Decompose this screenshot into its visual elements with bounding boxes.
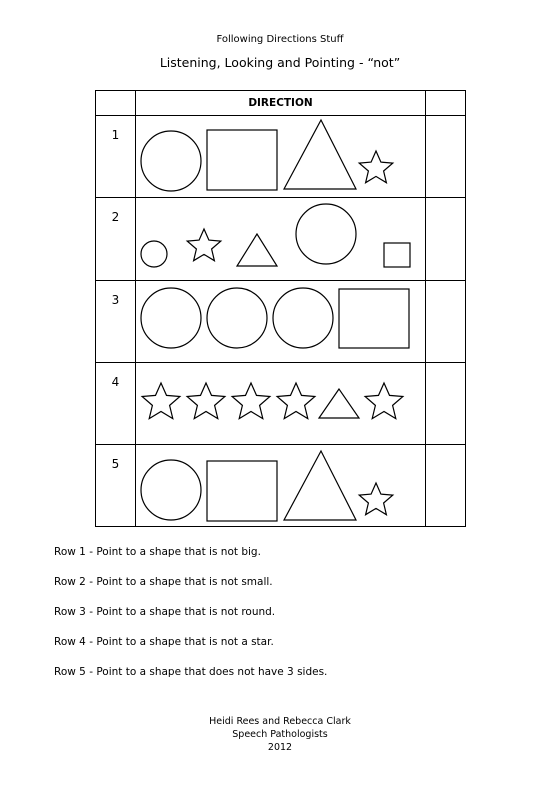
star[interactable] — [187, 383, 225, 419]
table-row — [96, 444, 466, 526]
small-circle[interactable] — [141, 241, 167, 267]
worksheet-title: Listening, Looking and Pointing - “not” — [159, 55, 401, 70]
row-number: 4 — [96, 362, 136, 444]
big-circle[interactable] — [296, 204, 356, 264]
small-square[interactable] — [384, 243, 410, 267]
small-star[interactable] — [187, 229, 221, 261]
shapes-cell — [136, 362, 426, 444]
row-5-shapes — [136, 445, 426, 527]
shapes-table — [95, 90, 466, 527]
star[interactable] — [142, 383, 180, 419]
table-row — [96, 116, 466, 198]
big-circle[interactable] — [141, 131, 201, 191]
table-row — [96, 198, 466, 280]
footer-role: Speech Pathologists — [232, 729, 328, 740]
shapes-cell — [136, 116, 426, 198]
row-2-shapes — [136, 198, 426, 280]
instruction-row-5: Row 5 - Point to a shape that does not have 3 sides. — [54, 666, 328, 678]
row-1-shapes — [136, 116, 426, 198]
big-circle[interactable] — [141, 460, 201, 520]
number-column-header — [96, 91, 136, 116]
row-4-shapes — [136, 363, 426, 445]
star[interactable] — [365, 383, 403, 419]
row-number: 5 — [96, 444, 136, 526]
worksheet-subtitle: Following Directions Stuff — [216, 34, 344, 45]
instruction-row-3: Row 3 - Point to a shape that is not round. — [54, 606, 276, 618]
shapes-cell — [136, 198, 426, 280]
instruction-row-2: Row 2 - Point to a shape that is not small. — [54, 576, 273, 588]
instruction-row-4: Row 4 - Point to a shape that is not a star. — [54, 636, 274, 648]
footer-credits — [0, 715, 560, 754]
star[interactable] — [232, 383, 270, 419]
big-square[interactable] — [207, 130, 277, 190]
table-row — [96, 280, 466, 362]
shapes-cell — [136, 444, 426, 526]
answer-cell[interactable] — [426, 198, 466, 280]
row-number: 3 — [96, 280, 136, 362]
answer-cell[interactable] — [426, 362, 466, 444]
table-header-row — [96, 91, 466, 116]
big-circle[interactable] — [207, 288, 267, 348]
big-square[interactable] — [207, 461, 277, 521]
row-number: 1 — [96, 116, 136, 198]
big-circle[interactable] — [141, 288, 201, 348]
answer-cell[interactable] — [426, 280, 466, 362]
answer-cell[interactable] — [426, 116, 466, 198]
big-circle[interactable] — [273, 288, 333, 348]
big-square[interactable] — [339, 289, 409, 348]
small-triangle[interactable] — [237, 234, 277, 266]
star[interactable] — [277, 383, 315, 419]
answer-column-header — [426, 91, 466, 116]
big-triangle[interactable] — [284, 120, 356, 189]
big-triangle[interactable] — [284, 451, 356, 520]
footer-year: 2012 — [267, 742, 293, 753]
row-number: 2 — [96, 198, 136, 280]
footer-authors: Heidi Rees and Rebecca Clark — [209, 716, 351, 727]
row-3-shapes — [136, 281, 426, 363]
table-row — [96, 362, 466, 444]
triangle[interactable] — [319, 389, 359, 418]
shapes-cell — [136, 280, 426, 362]
small-star[interactable] — [359, 483, 393, 515]
small-star[interactable] — [359, 151, 393, 183]
direction-column-header: DIRECTION — [136, 91, 426, 116]
answer-cell[interactable] — [426, 444, 466, 526]
instruction-row-1: Row 1 - Point to a shape that is not big. — [54, 546, 261, 558]
